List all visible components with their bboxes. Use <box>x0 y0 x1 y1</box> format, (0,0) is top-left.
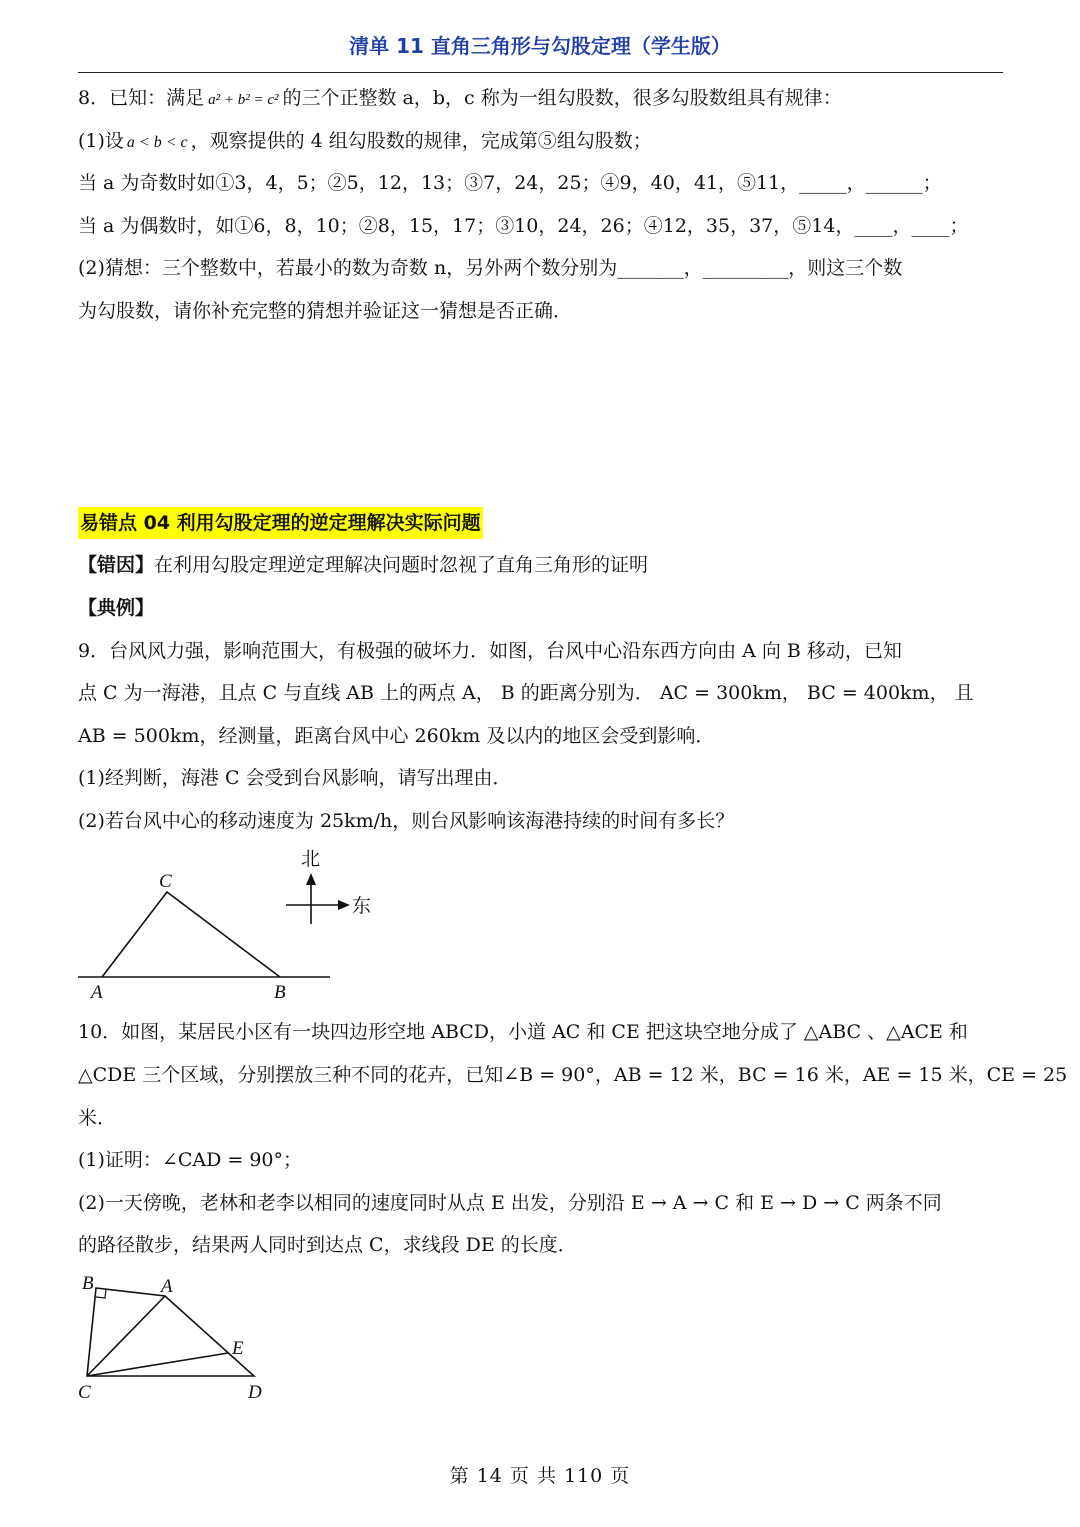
north-label: 北 <box>301 848 321 870</box>
q10-label-c: C <box>78 1382 91 1403</box>
q8-odd-line: 当 a 为奇数时如①3，4，5；②5，12，13；③7，24，25；④9，40，41，⑤11，_____，______； <box>78 172 942 194</box>
east-arrow-icon <box>338 900 350 910</box>
q10-label-b: B <box>82 1273 94 1294</box>
example-label: 【典例】 <box>78 597 155 619</box>
q10-label-a: A <box>161 1276 173 1297</box>
q9-figure <box>70 840 390 1010</box>
q9-label-a: A <box>91 982 103 1003</box>
q10-label-e: E <box>232 1338 244 1359</box>
q9-part1: (1)经判断，海港 C 会受到台风影响，请写出理由． <box>78 767 512 789</box>
q8-part2-line: (2)猜想：三个整数中，若最小的数为奇数 n，另外两个数分别为_______，_________，则这三个数 <box>78 257 903 279</box>
page-header-title: 清单 11 直角三角形与勾股定理（学生版） <box>349 34 731 58</box>
q8-line-2 <box>78 127 1003 157</box>
q10-part1: (1)证明：∠CAD = 90°； <box>78 1149 303 1171</box>
q8-part1-label: (1)设 <box>78 130 124 152</box>
q9-label-b: B <box>274 982 286 1003</box>
q10-path-ce <box>87 1353 228 1376</box>
right-angle-mark <box>96 1289 106 1298</box>
q9-part2: (2)若台风中心的移动速度为 25km/h，则台风影响该海港持续的时间有多长？ <box>78 810 735 832</box>
q10-part2: (2)一天傍晚，老林和老李以相同的速度同时从点 E 出发，分别沿 E → A → C 和 E → D → C 两条不同 <box>78 1192 942 1214</box>
q8-equation: a² + b² = c² <box>208 92 279 108</box>
east-label: 东 <box>352 895 372 917</box>
q9-line-3: AB = 500km，经测量，距离台风中心 260km 及以内的地区会受到影响． <box>78 725 715 747</box>
q8-even-line: 当 a 为偶数时，如①6，8，10；②8，15，17；③10，24，26；④12，35，37，⑤14，____，____； <box>78 215 969 237</box>
section-title: 易错点 04 利用勾股定理的逆定理解决实际问题 <box>78 507 483 539</box>
q9-line-2: 点 C 为一海港，且点 C 与直线 AB 上的两点 A， B 的距离分别为． AC = 300km， BC = 400km， 且 <box>78 682 974 704</box>
q10-line-3: 米． <box>78 1107 117 1129</box>
q9-line-1: 9．台风风力强，影响范围大，有极强的破坏力．如图，台风中心沿东西方向由 A 向 B 移动，已知 <box>78 640 902 662</box>
q8-part1-text: ，观察提供的 4 组勾股数的规律，完成第⑤组勾股数； <box>190 130 652 152</box>
q10-path-ac <box>87 1296 165 1376</box>
error-cause-text: 在利用勾股定理逆定理解决问题时忽视了直角三角形的证明 <box>154 554 649 576</box>
q10-label-d: D <box>248 1382 262 1403</box>
q8-part2-line-2: 为勾股数，请你补充完整的猜想并验证这一猜想是否正确． <box>78 300 573 322</box>
q9-triangle <box>102 892 280 977</box>
north-arrow-icon <box>306 873 316 885</box>
header-rule <box>78 72 1003 73</box>
q10-line-2: △CDE 三个区域，分别摆放三种不同的花卉，已知∠B = 90°，AB = 12 米，BC = 16 米，AE = 15 米，CE = 25 <box>78 1064 1068 1086</box>
error-cause-label: 【错因】 <box>78 554 155 576</box>
error-cause-line <box>78 551 1003 579</box>
q10-part2-line-2: 的路径散步，结果两人同时到达点 C，求线段 DE 的长度． <box>78 1234 577 1256</box>
q8-inequality: a < b < c <box>126 134 188 151</box>
q8-line-1 <box>78 84 1003 114</box>
q8-intro-rest: 的三个正整数 a，b，c 称为一组勾股数，很多勾股数组具有规律： <box>282 87 842 109</box>
page-footer: 第 14 页 共 110 页 <box>449 1465 631 1487</box>
q10-figure <box>70 1268 280 1403</box>
q9-label-c: C <box>159 871 172 892</box>
q8-intro: 8．已知：满足 <box>78 87 205 109</box>
q10-line-1: 10．如图，某居民小区有一块四边形空地 ABCD，小道 AC 和 CE 把这块空地分成了 △ABC 、△ACE 和 <box>78 1021 968 1043</box>
